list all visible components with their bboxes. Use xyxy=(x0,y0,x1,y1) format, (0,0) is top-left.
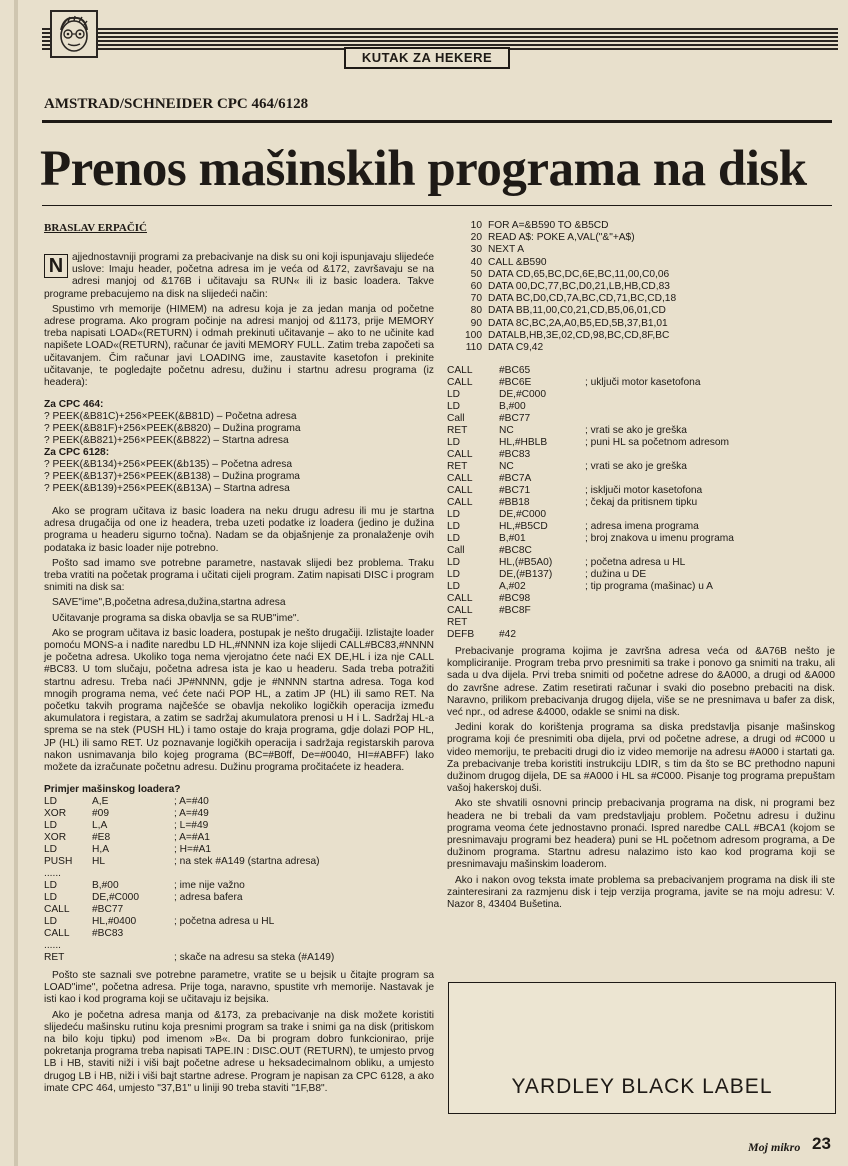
basic-line: 40 CALL &B590 xyxy=(470,256,547,268)
peek-heading-6128: Za CPC 6128: xyxy=(44,447,110,459)
basic-line: 20 READ A$: POKE A,VAL("&"+A$) xyxy=(470,232,635,244)
code-row: CALL #BC65 xyxy=(447,365,531,376)
code-row: LD L,A ; L=#49 xyxy=(44,820,209,832)
code-row: LD DE,#C000 xyxy=(447,509,547,520)
code-row: LD B,#01 ; broj znakova u imenu programa xyxy=(447,533,734,544)
code-row: CALL #BC98 xyxy=(447,593,531,604)
code-ellipsis: ...... xyxy=(44,868,61,880)
right-body-section xyxy=(447,646,835,914)
code-row: DEFB #42 xyxy=(447,629,516,640)
drop-cap: N xyxy=(44,254,68,278)
body-paragraph: Ako ste shvatili osnovni princip prebacivanja programa na disk, ni programi bez headera ne bi trebali da vam predstavljaju problem. Početnu adresu i dužinu programa veoma ćete jednostavno pronaći. Ispred naredbe CALL #BCA1 (kojom se presnimavaju programi bez headera) puni se HL početnom adresom programa, a De dužinom programa. Startnu adresu nalazimo isto kao kod programa koji se presnimavaju mašinskim loaderom. xyxy=(447,798,835,871)
title-rule xyxy=(42,120,832,123)
intro-section xyxy=(44,252,434,495)
page-edge-shadow xyxy=(14,0,18,1166)
code-row: CALL #BC8F xyxy=(447,605,531,616)
basic-line: 60 DATA 00,DC,77,BC,D0,21,LB,HB,CD,83 xyxy=(470,281,670,293)
code-row: LD B,#00 ; ime nije važno xyxy=(44,880,245,892)
code-row: LD HL,#0400 ; početna adresa u HL xyxy=(44,916,275,928)
platform-label: AMSTRAD/SCHNEIDER CPC 464/6128 xyxy=(44,96,309,112)
code-row: XOR #E8 ; A=#A1 xyxy=(44,832,210,844)
code-row: CALL #BC77 xyxy=(44,904,124,916)
basic-line: 10 FOR A=&B590 TO &B5CD xyxy=(470,220,609,231)
code-row: LD DE,(#B137) ; dužina u DE xyxy=(447,569,647,580)
code-row: CALL #BC71 ; isključi motor kasetofona xyxy=(447,485,703,496)
basic-line: 50 DATA CD,65,BC,DC,6E,BC,11,00,C0,06 xyxy=(470,268,670,280)
code-row: CALL #BC7A xyxy=(447,473,532,484)
body-paragraph: Ako se program učitava iz basic loadera, postupak je nešto drugačiji. Izlistajte loader pomoću MONS-a i nađite naredbu LD HL,#NNNN iza koje slijedi CALL#BC83,#NNNN je početna adresa. Ukoliko toga nema vjerojatno ćete naći EX DE,HL i iza nje CALL #BC83. U tom slučaju, početna adresa ista je kao u headeru. Sada treba potražiti startnu adresu. Treba naći JP#NNNN, gdje je #NNNN startna adresa. Toga kod mnogih programa nema, već ćete naći POP HL, a zatim JP (HL) ili samo RET. Na početku takvih programa najčešće se obavlja nekoliko logičkih operacija između akumulatora i registara, a zatim se sadržaj akumulatora prenosi u H i L. Sadržaj HL-a sprema se na stek (PUSH HL) i tamo ostaje do kraja programa, gdje dolazi POP HL, JP (HL) ili samo RET. Uz poznavanje logičkih operacija i sadržaja registarskih parova nakon usnimavanja bilo kojeg programa (BC=#B0ff, De=#0040, HI=#ABFF) lako možete da izračunate početnu adresu. Dužinu programa pročitaćete iz headera. xyxy=(44,627,434,774)
code-row: LD HL,(#B5A0) ; početna adresa u HL xyxy=(447,557,686,568)
code-row: CALL #BC83 xyxy=(44,928,124,940)
page-title: Prenos mašinskih programa na disk xyxy=(40,141,807,197)
code-row: LD H,A ; H=#A1 xyxy=(44,844,212,856)
code-row: LD HL,#B5CD ; adresa imena programa xyxy=(447,521,699,532)
headline-rule xyxy=(42,205,832,206)
peek-block xyxy=(44,399,434,495)
basic-line: 100 DATALB,HB,3E,02,CD,98,BC,CD,8F,BC xyxy=(465,329,670,341)
body-paragraph: SAVE"ime",B,početna adresa,dužina,startna adresa xyxy=(52,597,286,609)
peek-line: ? PEEK(&B139)+256×PEEK(&B13A) – Startna adresa xyxy=(44,483,290,495)
peek-line: ? PEEK(&B81C)+256×PEEK(&B81D) – Početna adresa xyxy=(44,411,297,423)
code-row: LD B,#00 xyxy=(447,401,526,412)
body-paragraph: Jedini korak do korištenja programa sa diska predstavlja pisanje mašinskog programa koji će presnimiti oba dijela, prvi od početne adrese, a drugi od #C000 u video memoriju, te prebaciti drugi dio iz video memorije na adresu #A000 i startati ga. Za prebacivanje treba koristiti instrukciju LDIR, s tim da što se BC prethodno napuni dužinom drugog dijela, DE sa #A000 i HL sa #C000. Pisanje tog programa prepuštam vašoj hakerskoj duši. xyxy=(447,722,835,795)
code-row: PUSH HL ; na stek #A149 (startna adresa) xyxy=(44,856,320,868)
body-paragraph: Pošto sad imamo sve potrebne parametre, nastavak slijedi bez problema. Traku treba vratiti na početak programa i učitati cijeli program. Zatim napisati DISC i program snimiti na disk sa: xyxy=(44,557,434,594)
peek-line: ? PEEK(&B137)+256×PEEK(&B138) – Dužina programa xyxy=(44,471,300,483)
loader-example xyxy=(44,784,434,964)
code-row: Call #BC77 xyxy=(447,413,531,424)
code-row: LD HL,#HBLB ; puni HL sa početnom adresom xyxy=(447,437,730,448)
body-paragraph: Učitavanje programa sa diska obavlja se sa RUB"ime". xyxy=(52,612,300,624)
intro-paragraph-1: N ajjednostavniji programi za prebacivanje na disk su oni koji ispunjavaju slijedeće uslove: Imaju header, početna adresa im je veća od &172, završavaju se na adresi manjoj od &176B i učitavaju sa RUN« ili iz basic loadera. Takve programe prebacujemo na disk na slijedeći način: xyxy=(44,252,434,300)
author-byline: BRASLAV ERPAČIĆ xyxy=(44,222,147,234)
code-row: Call #BC8C xyxy=(447,545,532,556)
section-label: KUTAK ZA HEKERE xyxy=(344,47,510,69)
code-row: CALL #BB18 ; čekaj da pritisnem tipku xyxy=(447,497,698,508)
basic-line: 70 DATA BC,D0,CD,7A,BC,CD,71,BC,CD,18 xyxy=(470,293,677,305)
code-row: LD DE,#C000 xyxy=(447,389,547,400)
code-row: CALL #BC83 xyxy=(447,449,531,460)
code-row: RET NC ; vrati se ako je greška xyxy=(447,461,687,472)
code-row: XOR #09 ; A=#49 xyxy=(44,808,209,820)
code-row: LD DE,#C000 ; adresa bafera xyxy=(44,892,243,904)
hacker-face-icon xyxy=(50,10,98,58)
basic-line: 80 DATA BB,11,00,C0,21,CD,B5,06,01,CD xyxy=(470,305,666,317)
code-ellipsis: ...... xyxy=(44,940,61,952)
basic-line: 110 DATA C9,42 xyxy=(465,342,544,354)
machine-code-listing xyxy=(447,365,837,641)
loader-heading: Primjer mašinskog loadera? xyxy=(44,784,181,796)
intro-paragraph-2: Spustimo vrh memorije (HIMEM) na adresu koja je za jedan manja od početne adrese programa. Ako program počinje na adresi manjoj od &1173, prije MEMORY treba napisati LOAD«(RETURN) i odmah prekinuti učitavanje – ako to ne učinite kad napišete LOAD«(RETURN), računar će javiti MEMORY FULL. Zatim treba započeti sa učitavanjem. Čim računar javi LOADING ime, zaustavite kasetofon i prekinite učitavanje, te pogledajte početnu adresu, dužinu i startnu adresu programa (iz headera): xyxy=(44,303,434,389)
body-paragraph: Prebacivanje programa kojima je završna adresa veća od &A76B nešto je kompliciranije. Program treba prvo presnimiti sa trake i ponovo ga snimiti na traku, ali sada u dva dijela. Prvi treba snimiti od početne adrese do &A000, a drugi od &A000 do završne adrese. Zatim resetirati računar i svaki dio posebno prebaciti na disk. Naravno, prilikom prebacivanja drugog dijela, više se ne presnimava u bafer za disk, već npr., od adrese &4000, odakle se snimi na disk. xyxy=(447,646,835,719)
left-bottom-section xyxy=(44,970,434,1098)
code-row: RET ; skače na adresu sa steka (#A149) xyxy=(44,952,335,964)
advertisement-box xyxy=(448,982,836,1114)
magazine-name: Moj mikro xyxy=(748,1140,801,1154)
page-number: 23 xyxy=(812,1134,831,1153)
body-paragraph: Pošto ste saznali sve potrebne parametre, vratite se u bejsik u čitajte program sa LOAD"ime", početna adresa. Prije toga, naravno, spustite vrh memorije. Nastavak je isti kao i kod programa koji se učitavaju iz bejsika. xyxy=(44,970,434,1006)
peek-line: ? PEEK(&B821)+256×PEEK(&B822) – Startna adresa xyxy=(44,435,289,447)
code-row: LD A,E ; A=#40 xyxy=(44,796,209,808)
left-body-section xyxy=(44,506,434,964)
code-row: RET NC ; vrati se ako je greška xyxy=(447,425,687,436)
advertisement-text: YARDLEY BLACK LABEL xyxy=(511,1075,773,1098)
body-paragraph: Ako je početna adresa manja od &173, za prebacivanje na disk možete koristiti slijedeću mašinsku rutinu koja presnimi program sa trake i snimi ga na disk (pritiskom na bilo koju tipku) pod imenom »B«. Da bi program dobro funkcionirao, prije pokretanja programa treba napisati TAPE.IN : DISC.OUT (RETURN), te umjesto prvog LB i HB, staviti niži i viši bajt početne adrese u heksadecimalnom obliku, a umjesto drugog LB i HB, niži i viši bajt startne adrese. Program je napisan za CPC 6128, a ako imate CPC 464, umjesto "37,B1" u liniji 90 treba staviti "1F,B8". xyxy=(44,1009,434,1094)
peek-line: ? PEEK(&B81F)+256×PEEK(&B820) – Dužina programa xyxy=(44,423,301,435)
basic-listing xyxy=(452,220,832,354)
basic-line: 30 NEXT A xyxy=(470,244,525,256)
basic-line: 90 DATA 8C,BC,2A,A0,B5,ED,5B,37,B1,01 xyxy=(470,317,668,329)
body-paragraph: Ako i nakon ovog teksta imate problema sa prebacivanjem programa na disk ili ste zainteresirani za razmjenu disk i tejp verzija programa, javite se na moju adresu: V. Nazor 8, 43404 Bušetina. xyxy=(447,874,835,911)
code-row: RET xyxy=(447,617,468,628)
peek-heading-464: Za CPC 464: xyxy=(44,399,104,411)
peek-line: ? PEEK(&B134)+256×PEEK(&b135) – Početna adresa xyxy=(44,459,293,471)
code-row: LD A,#02 ; tip programa (mašinac) u A xyxy=(447,581,713,592)
body-paragraph: Ako se program učitava iz basic loadera na neku drugu adresu ili mu je startna adresa drugačija od one iz headera, treba uzeti podatke iz loadera (jedino je dužina programa u headeru sigurno točna). Nadam se da objašnjenje za pronalaženje ovih podataka iz basic loader nije potrebno. xyxy=(44,506,434,554)
code-row: CALL #BC6E ; uključi motor kasetofona xyxy=(447,377,701,388)
